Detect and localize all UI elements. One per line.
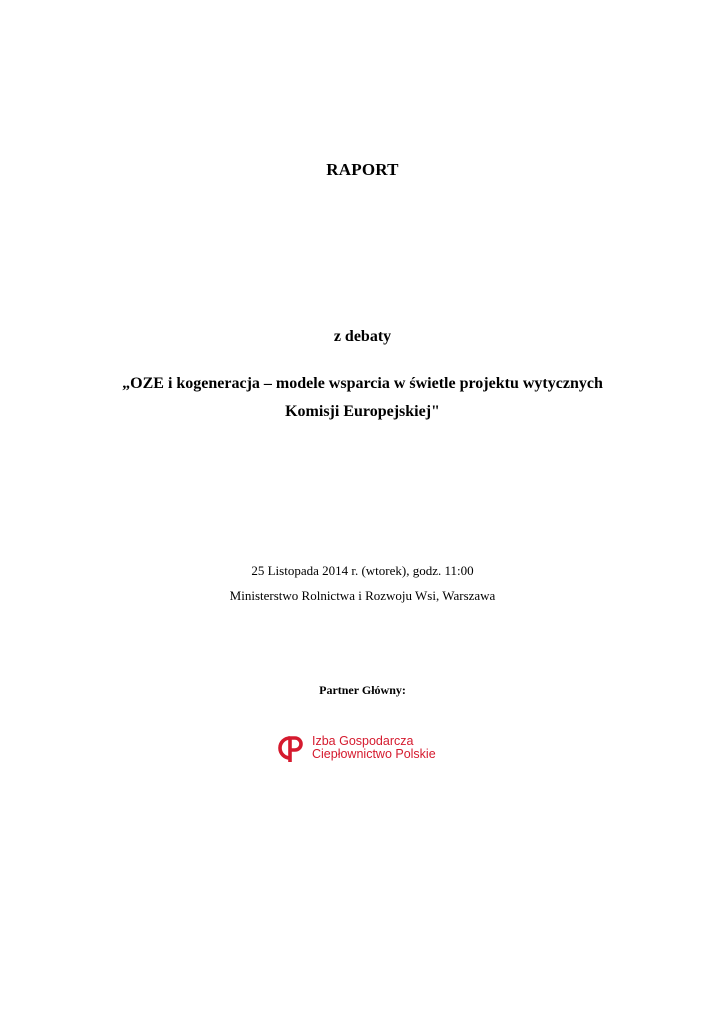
debate-topic-line-1: „OZE i kogeneracja – modele wsparcia w świetle projektu wytycznych [122,375,603,392]
partner-label: Partner Główny: [319,683,406,697]
partner-logo-text [312,735,436,761]
partner-logo [276,733,436,763]
event-venue: Ministerstwo Rolnictwa i Rozwoju Wsi, Warszawa [229,588,496,603]
debate-topic-line-2: Komisji Europejskiej" [285,403,440,420]
event-date: 25 Listopada 2014 r. (wtorek), godz. 11:00 [251,563,474,578]
partner-logo-line-1: Izba Gospodarcza [312,734,414,748]
report-subtitle: z debaty [333,328,392,345]
cp-logo-icon [276,733,306,763]
report-title: RAPORT [326,160,399,179]
debate-topic [0,370,725,426]
partner-logo-line-2: Ciepłownictwo Polskie [312,747,436,761]
